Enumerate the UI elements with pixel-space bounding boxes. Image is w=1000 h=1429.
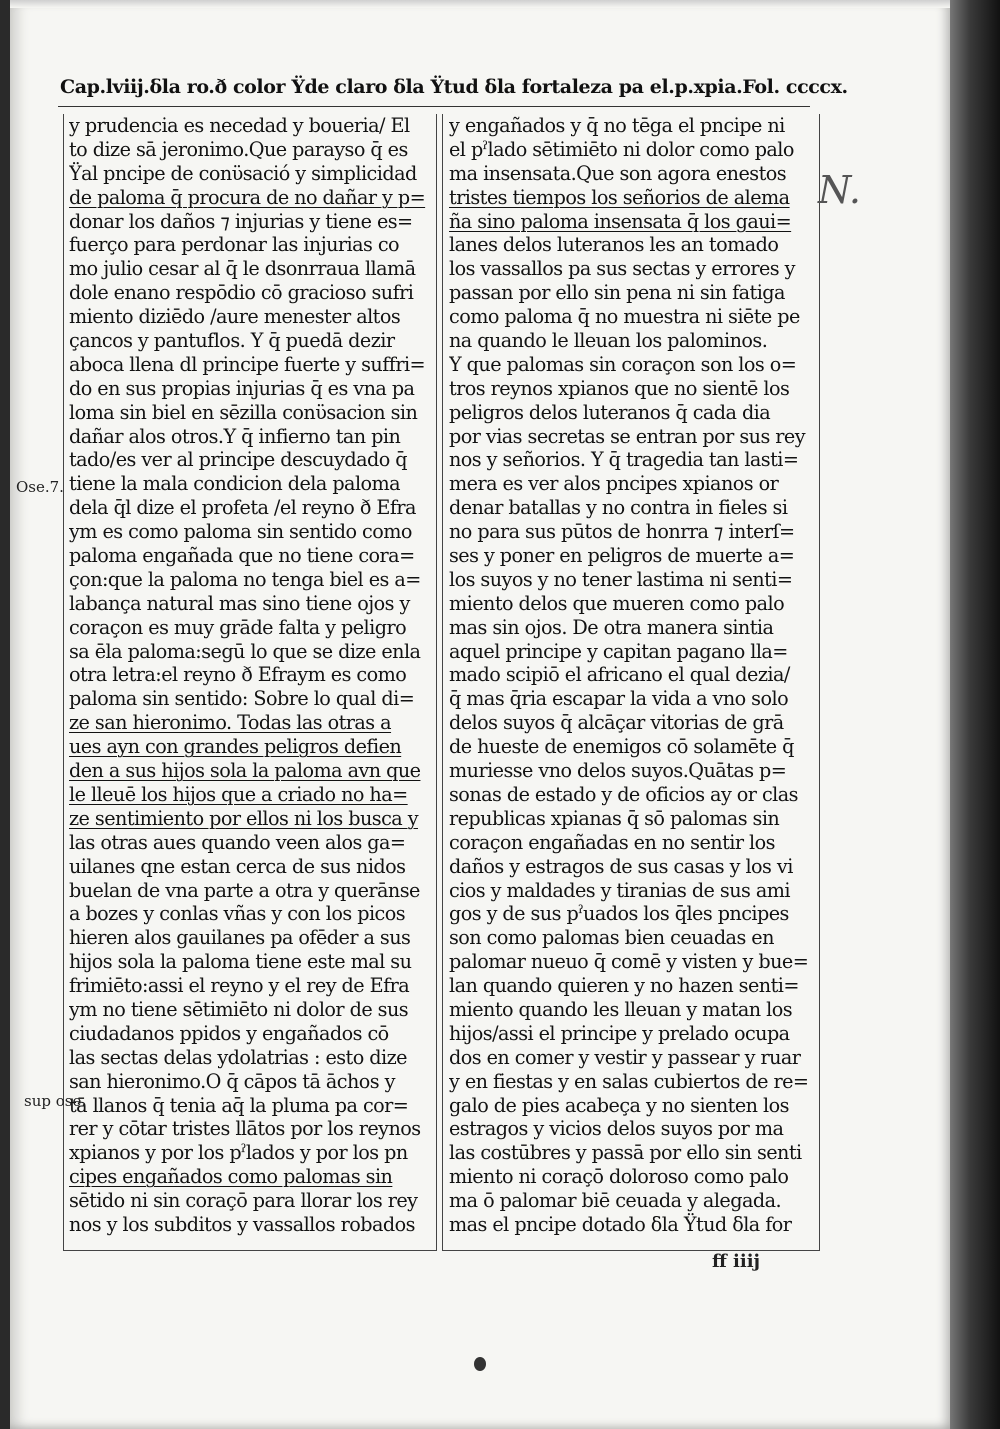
text-line: las otras aues quando veen alos ga=: [69, 830, 406, 854]
text-line: miento quando les lleuan y matan los: [449, 997, 793, 1021]
text-line: coraçon es muy grāde falta y peligro: [69, 615, 407, 639]
right-column-bottom-rule: [442, 1250, 820, 1251]
ink-spot: [474, 1357, 486, 1371]
text-line: sonas de estado y de oficios ay or clas: [449, 782, 798, 806]
text-line: do en sus propias injurias q̄ es vna pa: [69, 376, 415, 400]
text-line: ma insensata.Que son agora enestos: [449, 161, 787, 185]
running-header: [60, 76, 848, 98]
text-line: ym no tiene sētimiēto ni dolor de sus: [69, 997, 409, 1021]
text-line: las sectas delas ydolatrias : esto dize: [69, 1045, 407, 1069]
text-line: lan quando quieren y no hazen senti=: [449, 974, 799, 998]
text-line: xpianos y por los pˀlados y por los pn: [69, 1141, 408, 1165]
text-line: dela q̄l dize el profeta /el reyno ð Efra: [69, 496, 416, 520]
text-line: to dize sā jeronimo.Que parayso q̄ es: [69, 137, 408, 161]
text-line: tā llanos q̄ tenia aq̄ la pluma pa cor=: [69, 1093, 409, 1117]
text-line: otra letra:el reyno ð Efraym es como: [69, 663, 407, 687]
text-line: donar los daños ⁊ injurias y tiene es=: [69, 209, 413, 233]
text-line: rer y cōtar tristes llātos por los reynos: [69, 1117, 421, 1141]
text-line: buelan de vna parte a otra y querānse: [69, 878, 420, 902]
text-line: nos y los subditos y vassallos robados: [69, 1212, 415, 1236]
text-line: por vias secretas se entran por sus rey: [449, 424, 806, 448]
text-line: mas el pncipe dotado δla Ϋtud δla for: [449, 1212, 792, 1236]
text-line: tristes tiempos los señorios de alema: [449, 185, 790, 209]
text-line: como paloma q̄ no muestra ni siēte pe: [449, 305, 800, 329]
text-line: ña sino paloma insensata q̄ los gaui=: [449, 209, 792, 233]
text-line: gos y de sus pˀuados los q̄les pncipes: [449, 902, 789, 926]
text-line: fuerço para perdonar las injurias co: [69, 233, 400, 257]
folio-number: Fol. ccccx.: [742, 76, 848, 98]
text-line: çon:que la paloma no tenga biel es a=: [69, 567, 421, 591]
text-line: ses y poner en peligros de muerte a=: [449, 544, 795, 568]
text-line: san hieronimo.O q̄ cāpos tā āchos y: [69, 1069, 395, 1093]
text-line: hijos sola la paloma tiene este mal su: [69, 950, 412, 974]
text-line: le lleuē los hijos que a criado no ha=: [69, 782, 408, 806]
text-line: tado/es ver al principe descuydado q̄: [69, 448, 408, 472]
text-line: palomar nueuo q̄ comē y visten y bue=: [449, 950, 809, 974]
text-line: Y que palomas sin coraçon son los o=: [449, 352, 797, 376]
text-line: nos y señorios. Y q̄ tragedia tan lasti=: [449, 448, 799, 472]
text-line: labança natural mas sino tiene ojos y: [69, 591, 410, 615]
text-line: las costūbres y passā por ello sin senti: [449, 1141, 802, 1165]
text-line: peligros delos luteranos q̄ cada dia: [449, 400, 771, 424]
text-line: paloma engañada que no tiene cora=: [69, 544, 415, 568]
text-line: miento ni coraçō doloroso como palo: [449, 1165, 789, 1189]
text-line: paloma sin sentido: Sobre lo qual di=: [69, 687, 415, 711]
text-line: hieren alos gauilanes pa ofēder a sus: [69, 926, 411, 950]
scan-border-right: [950, 0, 1000, 1429]
text-line: Ϋal pncipe de conϋsació y simplicidad: [69, 161, 417, 185]
text-line: miento diziēdo /aure menester altos: [69, 305, 401, 329]
text-line: dañar alos otros.Y q̄ infierno tan pin: [69, 424, 401, 448]
text-line: sa ēla paloma:segū lo que se dize enla: [69, 639, 421, 663]
text-line: ym es como paloma sin sentido como: [69, 520, 412, 544]
text-line: y prudencia es necedad y boueria/ El: [69, 114, 410, 137]
text-line: delos suyos q̄ alcāçar vitorias de grā: [449, 711, 784, 735]
margin-note-sup-ose: sup ose.: [24, 1092, 87, 1110]
handwritten-note: N.: [818, 168, 861, 212]
text-line: aboca llena dl principe fuerte y suffri=: [69, 352, 426, 376]
margin-note-ose: Ose.7.: [16, 478, 64, 496]
text-line: uilanes qne estan cerca de sus nidos: [69, 854, 406, 878]
text-line: frimiēto:assi el reyno y el rey de Efra: [69, 974, 410, 998]
page-top-edge: [10, 0, 952, 8]
text-line: de paloma q̄ procura de no dañar y p=: [69, 185, 426, 209]
text-line: los vassallos pa sus sectas y errores y: [449, 257, 795, 281]
text-line: ues ayn con grandes peligros defien: [69, 735, 402, 759]
text-line: el pˀlado sētimiēto ni dolor como palo: [449, 137, 794, 161]
text-line: den a sus hijos sola la paloma avn que: [69, 759, 421, 783]
text-line: tros reynos xpianos que no sientē los: [449, 376, 790, 400]
text-line: mera es ver alos pncipes xpianos or: [449, 472, 779, 496]
text-line: ze san hieronimo. Todas las otras a: [69, 711, 392, 735]
header-rule: [58, 106, 810, 107]
text-line: mado scipiō el africano el qual dezia/: [449, 663, 790, 687]
text-line: aquel principe y capitan pagano lla=: [449, 639, 788, 663]
signature-mark: ff iiij: [712, 1251, 761, 1272]
text-line: tiene la mala condicion dela paloma: [69, 472, 401, 496]
text-line: son como palomas bien ceuadas en: [449, 926, 774, 950]
text-line: daños y estragos de sus casas y los vi: [449, 854, 793, 878]
text-line: ze sentimiento por ellos ni los busca y: [69, 806, 418, 830]
text-line: na quando le lleuan los palominos.: [449, 329, 768, 353]
text-line: y engañados y q̄ no tēga el pncipe ni: [449, 114, 785, 137]
text-line: loma sin biel en sēzilla conϋsacion sin: [69, 400, 418, 424]
text-line: q̄ mas q̄ria escapar la vida a vno solo: [449, 687, 789, 711]
text-line: passan por ello sin pena ni sin fatiga: [449, 281, 785, 305]
text-line: a bozes y conlas vñas y con los picos: [69, 902, 406, 926]
running-title: Cap.lviij.δla ro.ð color Ϋde claro δla Ϋtud δla fortaleza pa el.p.xpia.: [60, 76, 743, 98]
text-line: çancos y pantuflos. Y q̄ puedā dezir: [69, 329, 395, 353]
right-text-column: [442, 114, 820, 1250]
text-line: muriesse vno delos suyos.Quātas p=: [449, 759, 787, 783]
text-line: cios y maldades y tiranias de sus ami: [449, 878, 790, 902]
text-line: republicas xpianas q̄ sō palomas sin: [449, 806, 780, 830]
text-line: ma ō palomar biē ceuada y alegada.: [449, 1189, 782, 1213]
text-line: y en fiestas y en salas cubiertos de re=: [449, 1069, 809, 1093]
text-line: ciudadanos ppidos y engañados cō: [69, 1021, 389, 1045]
text-line: dole enano respōdio cō gracioso sufri: [69, 281, 414, 305]
left-column-bottom-rule: [63, 1250, 437, 1251]
text-line: sētido ni sin coraçō para llorar los rey: [69, 1189, 418, 1213]
text-line: cipes engañados como palomas sin: [69, 1165, 393, 1189]
text-line: hijos/assi el principe y prelado ocupa: [449, 1021, 790, 1045]
left-text-column: [63, 114, 437, 1250]
text-line: mo julio cesar al q̄ le dsonrraua llamā: [69, 257, 416, 281]
text-line: estragos y vicios delos suyos por ma: [449, 1117, 784, 1141]
text-line: no para sus pūtos de honrra ⁊ interſ=: [449, 520, 795, 544]
text-line: dos en comer y vestir y passear y ruar: [449, 1045, 801, 1069]
text-line: miento delos que mueren como palo: [449, 591, 785, 615]
text-line: galo de pies acabeça y no sienten los: [449, 1093, 789, 1117]
text-line: los suyos y no tener lastima ni senti=: [449, 567, 793, 591]
text-line: coraçon engañadas en no sentir los: [449, 830, 775, 854]
text-line: lanes delos luteranos les an tomado: [449, 233, 779, 257]
text-line: de hueste de enemigos cō solamēte q̄: [449, 735, 794, 759]
text-line: mas sin ojos. De otra manera sintia: [449, 615, 774, 639]
text-line: denar batallas y no contra in fieles si: [449, 496, 788, 520]
